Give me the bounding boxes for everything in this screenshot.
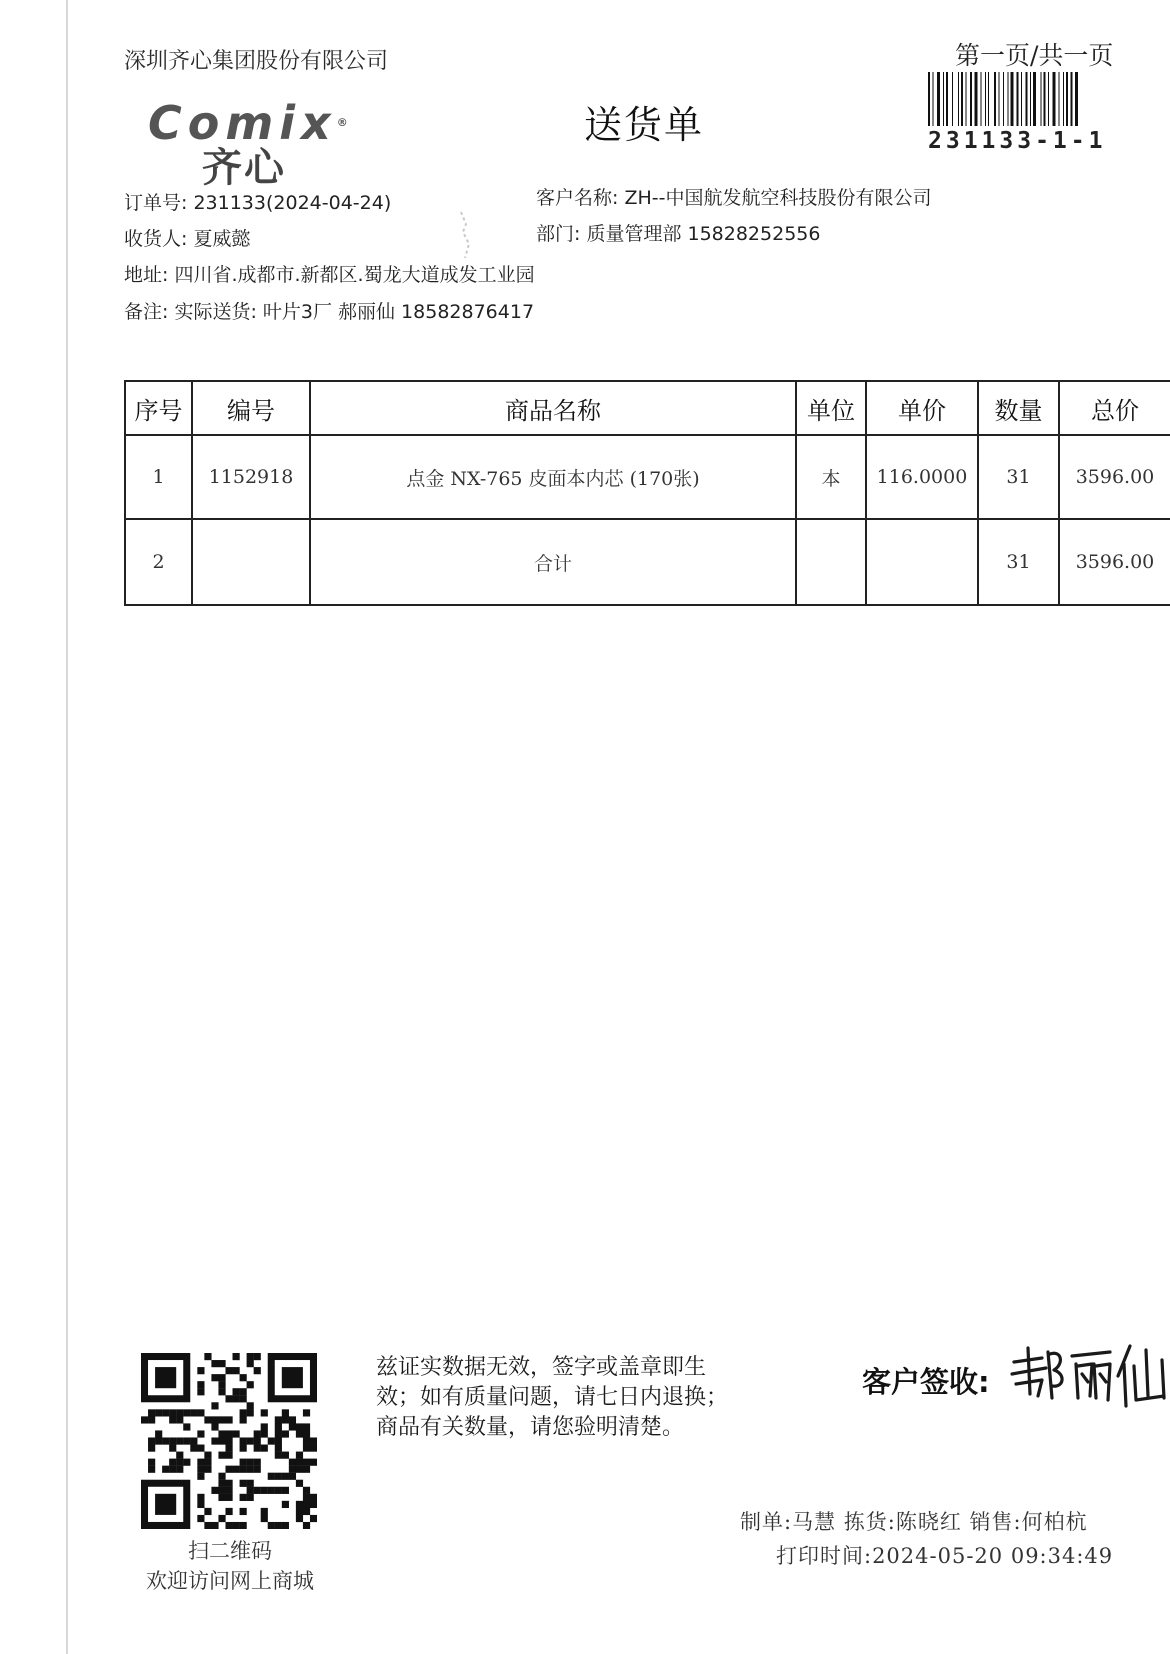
col-header-qty: 数量 — [978, 381, 1059, 435]
registered-mark-icon: ® — [336, 116, 348, 129]
order-number-line — [124, 188, 391, 215]
qr-code-icon — [141, 1353, 317, 1529]
qr-caption-line1: 扫二维码 — [188, 1539, 272, 1563]
table-row-total — [125, 519, 1170, 605]
note-line: 商品有关数量，请您验明清楚。 — [376, 1415, 685, 1440]
qr-caption-line2: 欢迎访问网上商城 — [146, 1569, 314, 1593]
department-value: 质量管理部 15828252556 — [586, 223, 821, 245]
barcode-number: 231133-1-1 — [928, 128, 1107, 154]
table-header-row — [125, 381, 1170, 435]
customer-sign-label: 客户签收: — [862, 1365, 990, 1399]
address-value: 四川省.成都市.新都区.蜀龙大道成发工业园 — [174, 264, 535, 286]
receiver-value: 夏威懿 — [193, 228, 251, 250]
remark-line — [124, 297, 534, 324]
col-header-product: 商品名称 — [310, 381, 796, 435]
print-time: 打印时间:2024-05-20 09:34:49 — [776, 1544, 1114, 1568]
qr-caption — [124, 1536, 336, 1596]
page-indicator: 第一页/共一页 — [955, 41, 1114, 70]
delivery-items-table — [124, 380, 1170, 606]
cell-seq: 2 — [125, 519, 192, 605]
logo-text-en: Comix — [148, 96, 337, 150]
cell-total: 3596.00 — [1059, 435, 1170, 519]
cell-code — [192, 519, 310, 605]
col-header-unit: 单位 — [796, 381, 866, 435]
table-row — [125, 435, 1170, 519]
note-line: 兹证实数据无效，签字或盖章即生 — [376, 1355, 707, 1380]
comix-logo — [148, 96, 378, 192]
col-header-seq: 序号 — [125, 381, 192, 435]
document-title: 送货单 — [584, 103, 705, 147]
order-number-value: 231133(2024-04-24) — [193, 192, 392, 214]
department-label: 部门: — [536, 223, 581, 245]
cell-unit — [796, 519, 866, 605]
cell-unit: 本 — [796, 435, 866, 519]
customer-name-value: ZH--中国航发航空科技股份有限公司 — [624, 187, 932, 209]
cell-qty: 31 — [978, 435, 1059, 519]
cell-price — [866, 519, 978, 605]
receiver-line — [124, 224, 250, 251]
address-label: 地址: — [124, 264, 169, 286]
address-line — [124, 260, 535, 287]
staff-info: 制单:马慧 拣货:陈晓红 销售:何柏杭 — [740, 1510, 1088, 1534]
cell-qty: 31 — [978, 519, 1059, 605]
barcode-icon — [928, 72, 1134, 126]
company-name: 深圳齐心集团股份有限公司 — [124, 49, 389, 74]
cell-code: 1152918 — [192, 435, 310, 519]
cell-product: 点金 NX-765 皮面本内芯 (170张) — [310, 435, 796, 519]
note-line: 效；如有质量问题，请七日内退换； — [376, 1385, 729, 1410]
scan-artifact — [458, 210, 474, 260]
customer-name-line — [536, 183, 931, 210]
cell-seq: 1 — [125, 435, 192, 519]
customer-name-label: 客户名称: — [536, 187, 619, 209]
scan-left-edge — [66, 0, 68, 1654]
col-header-price: 单价 — [866, 381, 978, 435]
remark-value: 实际送货: 叶片3厂 郝丽仙 18582876417 — [174, 301, 535, 323]
cell-price: 116.0000 — [866, 435, 978, 519]
handwritten-signature — [1008, 1338, 1168, 1416]
col-header-code: 编号 — [192, 381, 310, 435]
cell-product: 合计 — [310, 519, 796, 605]
col-header-total: 总价 — [1059, 381, 1170, 435]
disclaimer-note — [376, 1353, 776, 1443]
order-number-label: 订单号: — [124, 192, 188, 214]
department-line — [536, 219, 820, 246]
cell-total: 3596.00 — [1059, 519, 1170, 605]
receiver-label: 收货人: — [124, 228, 188, 250]
logo-text-cn: 齐心 — [202, 145, 286, 191]
remark-label: 备注: — [124, 301, 169, 323]
